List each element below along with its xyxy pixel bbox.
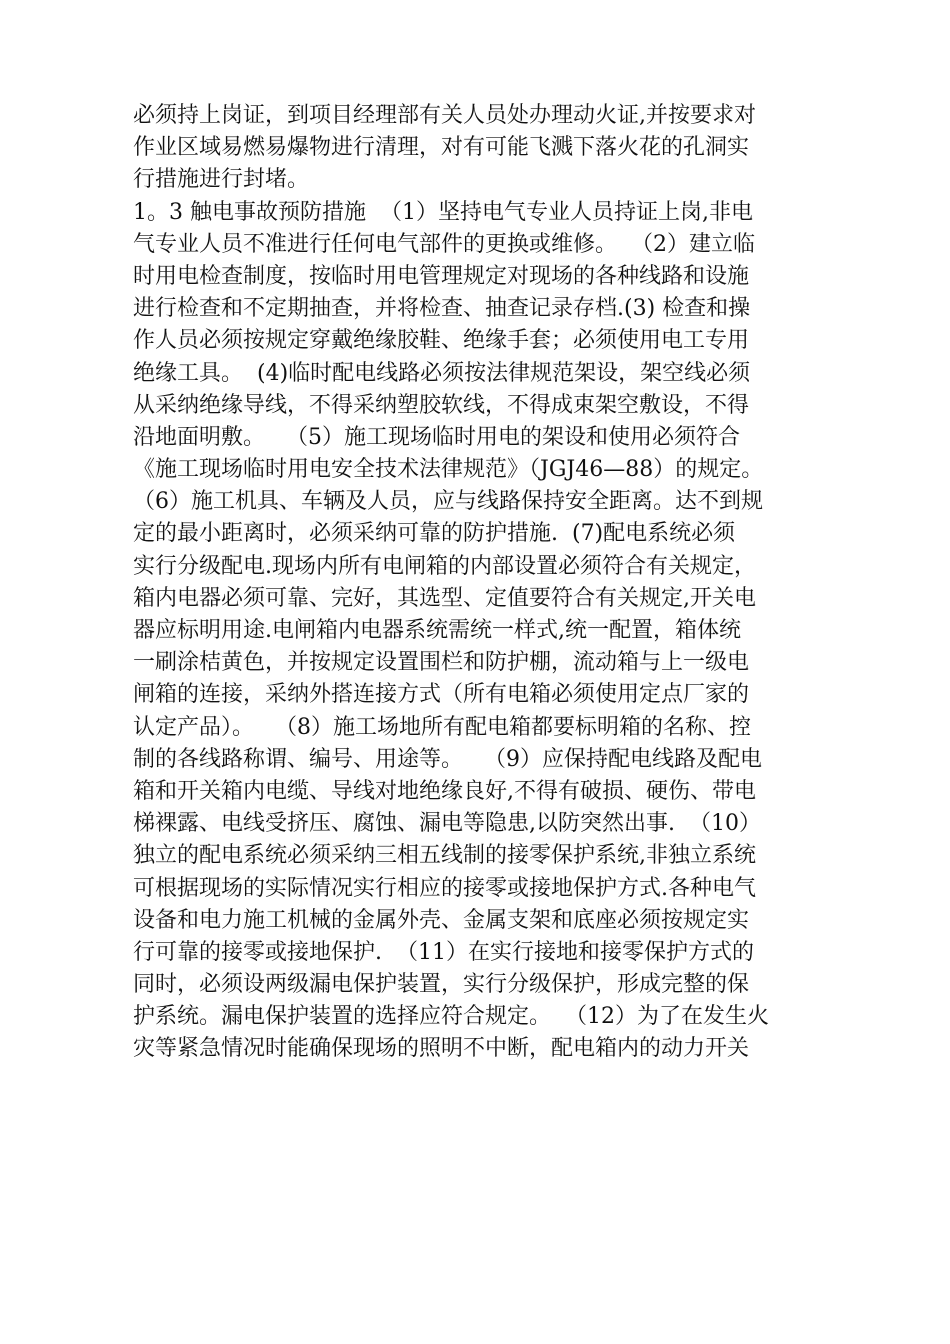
- text-line: （6）施工机具、车辆及人员，应与线路保持安全距离。达不到规: [133, 489, 763, 515]
- text-line: 从采纳绝缘导线，不得采纳塑胶软线，不得成束架空敷设，不得: [133, 392, 750, 418]
- text-line: 定的最小距离时，必须采纳可靠的防护措施. (7)配电系统必须: [133, 521, 736, 547]
- body-text: [133, 100, 833, 1066]
- text-line: 同时，必须设两级漏电保护装置，实行分级保护，形成完整的保: [133, 972, 750, 998]
- text-line: 可根据现场的实际情况实行相应的接零或接地保护方式.各种电气: [133, 875, 756, 901]
- text-line: 器应标明用途.电闸箱内电器系统需统一样式,统一配置，箱体统: [133, 618, 741, 643]
- text-line: 实行分级配电.现场内所有电闸箱的内部设置必须符合有关规定，: [133, 553, 756, 579]
- text-line: 行可靠的接零或接地保护. （11）在实行接地和接零保护方式的: [133, 939, 754, 965]
- text-line: 灾等紧急情况时能确保现场的照明不中断，配电箱内的动力开关: [133, 1036, 750, 1062]
- text-line: 气专业人员不准进行任何电气部件的更换或维修。 （2）建立临: [133, 231, 755, 257]
- text-line: 一刷涂桔黄色，并按规定设置围栏和防护棚，流动箱与上一级电: [133, 650, 750, 676]
- text-line: 沿地面明敷。 （5）施工现场临时用电的架设和使用必须符合: [133, 424, 740, 450]
- text-line: 箱和开关箱内电缆、导线对地绝缘良好,不得有破损、硬伤、带电: [133, 778, 756, 804]
- text-line: 作业区域易燃易爆物进行清理，对有可能飞溅下落火花的孔洞实: [133, 135, 750, 161]
- text-line: 闸箱的连接，采纳外搭连接方式（所有电箱必须使用定点厂家的: [133, 682, 750, 708]
- text-line: 进行检查和不定期抽查，并将检查、抽查记录存档.(3) 检查和操: [133, 296, 751, 322]
- text-line: 箱内电器必须可靠、完好，其选型、定值要符合有关规定,开关电: [133, 585, 756, 611]
- text-line: 作人员必须按规定穿戴绝缘胶鞋、绝缘手套；必须使用电工专用: [133, 328, 750, 354]
- text-line: 制的各线路称谓、编号、用途等。 （9）应保持配电线路及配电: [133, 746, 762, 772]
- text-line: 认定产品）。 （8）施工场地所有配电箱都要标明箱的名称、控: [133, 714, 751, 740]
- text-line: 设备和电力施工机械的金属外壳、金属支架和底座必须按规定实: [133, 907, 750, 933]
- text-line: 1。3 触电事故预防措施 （1）坚持电气专业人员持证上岗,非电: [133, 199, 753, 225]
- text-line: 行措施进行封堵。: [133, 167, 310, 193]
- text-line: 梯裸露、电线受挤压、腐蚀、漏电等隐患,以防突然出事. （10）: [133, 811, 761, 837]
- text-line: 绝缘工具。 (4)临时配电线路必须按法律规范架设，架空线必须: [133, 360, 751, 386]
- text-line: 《施工现场临时用电安全技术法律规范》（JGJ46—88）的规定。: [133, 457, 764, 483]
- text-line: 独立的配电系统必须采纳三相五线制的接零保护系统,非独立系统: [133, 843, 756, 869]
- text-line: 必须持上岗证，到项目经理部有关人员处办理动火证,并按要求对: [133, 103, 756, 128]
- text-line: 时用电检查制度，按临时用电管理规定对现场的各种线路和设施: [133, 263, 750, 289]
- text-line: 护系统。漏电保护装置的选择应符合规定。 （12）为了在发生火: [133, 1004, 769, 1030]
